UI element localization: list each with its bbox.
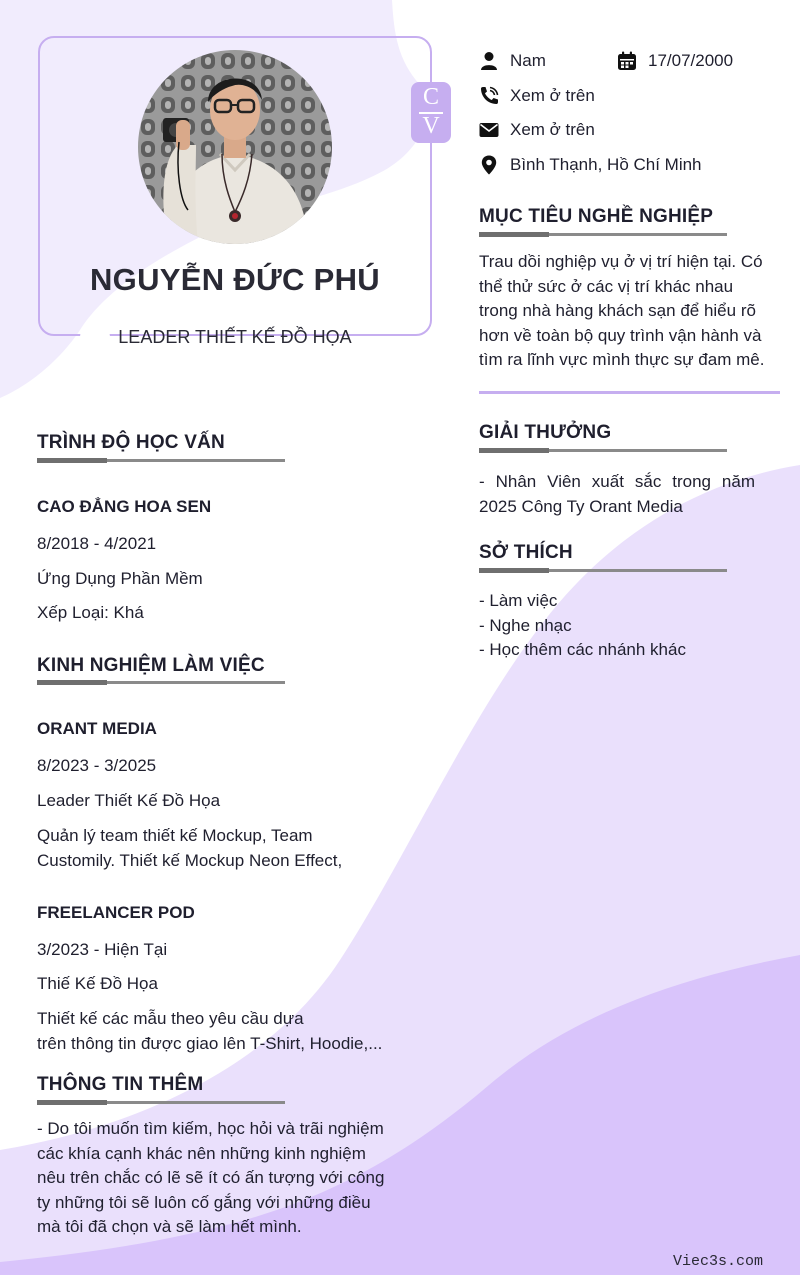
objective-heading-rule (479, 233, 727, 236)
cv-badge (411, 82, 451, 143)
education-major: Ứng Dụng Phần Mềm (37, 569, 203, 588)
cv-badge-letter-v: V (422, 113, 440, 139)
hobbies-heading: SỞ THÍCH (479, 542, 573, 563)
calendar-icon (617, 51, 637, 71)
email-value: Xem ở trên (510, 120, 595, 139)
contact-email (479, 120, 595, 140)
education-school: CAO ĐẲNG HOA SEN (37, 497, 212, 516)
phone-icon (479, 86, 499, 106)
experience-heading: KINH NGHIỆM LÀM VIỆC (37, 655, 265, 676)
education-heading-rule (37, 459, 285, 462)
candidate-job-title: LEADER THIẾT KẾ ĐỒ HỌA (118, 327, 352, 347)
person-icon (479, 51, 499, 71)
awards-heading: GIẢI THƯỞNG (479, 422, 612, 443)
job-company: ORANT MEDIA (37, 719, 157, 738)
purple-divider (479, 391, 780, 394)
contact-phone (479, 86, 595, 106)
additional-text: - Do tôi muốn tìm kiếm, học hỏi và trãi nghiệm các khía cạnh khác nên những kinh nghiệm nêu trên chắc có lẽ sẽ ít có ấn tượng với công ty những tôi sẽ luôn cố gắng với những điều mà tôi đã chọn và sẽ làm hết mình. (37, 1119, 385, 1236)
address-value: Bình Thạnh, Hồ Chí Minh (510, 155, 702, 174)
job-description-line: Thiết kế các mẫu theo yêu cầu dựa (37, 1009, 304, 1028)
avatar (138, 50, 332, 244)
hobby-item: - Làm việc (479, 591, 558, 610)
education-grade: Xếp Loại: Khá (37, 603, 144, 622)
hobbies-list (479, 589, 779, 663)
awards-heading-rule (479, 449, 727, 452)
hobbies-heading-rule (479, 569, 727, 572)
awards-text: - Nhân Viên xuất sắc trong năm 2025 Công Ty Orant Media (479, 472, 755, 516)
job-description-line: Customily. Thiết kế Mockup Neon Effect, (37, 850, 343, 870)
objective-text: Trau dồi nghiệp vụ ở vị trí hiện tại. Có thể thử sức ở các vị trí khác nhau trong nhà hàng khách sạn để hiểu rõ hơn về toàn bộ quy trình vận hành và tìm ra lĩnh vực mình thực sự đam mê. (479, 252, 765, 369)
cv-badge-letter-c: C (422, 84, 439, 110)
job-period: 8/2023 - 3/2025 (37, 756, 157, 775)
job-period: 3/2023 - Hiện Tại (37, 940, 168, 959)
hobby-item: - Nghe nhạc (479, 615, 572, 635)
experience-heading-rule (37, 681, 285, 684)
contact-birthday (617, 51, 733, 71)
job-description-line: trên thông tin được giao lên T-Shirt, Hoodie,... (37, 1033, 383, 1053)
candidate-name: NGUYỄN ĐỨC PHÚ (90, 262, 380, 297)
objective-heading: MỤC TIÊU NGHỀ NGHIỆP (479, 206, 714, 227)
mail-icon (479, 120, 499, 140)
job-description (37, 824, 417, 873)
education-period: 8/2018 - 4/2021 (37, 534, 157, 553)
location-pin-icon (479, 155, 499, 175)
footer-brand[interactable]: Viec3s.com (673, 1253, 764, 1270)
job-role: Leader Thiết Kế Đồ Họa (37, 791, 221, 810)
job-description (37, 1007, 417, 1056)
additional-heading: THÔNG TIN THÊM (37, 1074, 204, 1095)
job-description-line: Quản lý team thiết kế Mockup, Team (37, 826, 313, 845)
job-role: Thiế Kế Đồ Họa (37, 974, 158, 993)
phone-value: Xem ở trên (510, 86, 595, 105)
contact-gender (479, 51, 546, 71)
job-company: FREELANCER POD (37, 903, 195, 922)
contact-address (479, 155, 702, 175)
hobby-item: - Học thêm các nhánh khác (479, 640, 686, 659)
gender-value: Nam (510, 51, 546, 70)
birthday-value: 17/07/2000 (648, 51, 734, 70)
additional-heading-rule (37, 1101, 285, 1104)
education-heading: TRÌNH ĐỘ HỌC VẤN (37, 432, 225, 453)
